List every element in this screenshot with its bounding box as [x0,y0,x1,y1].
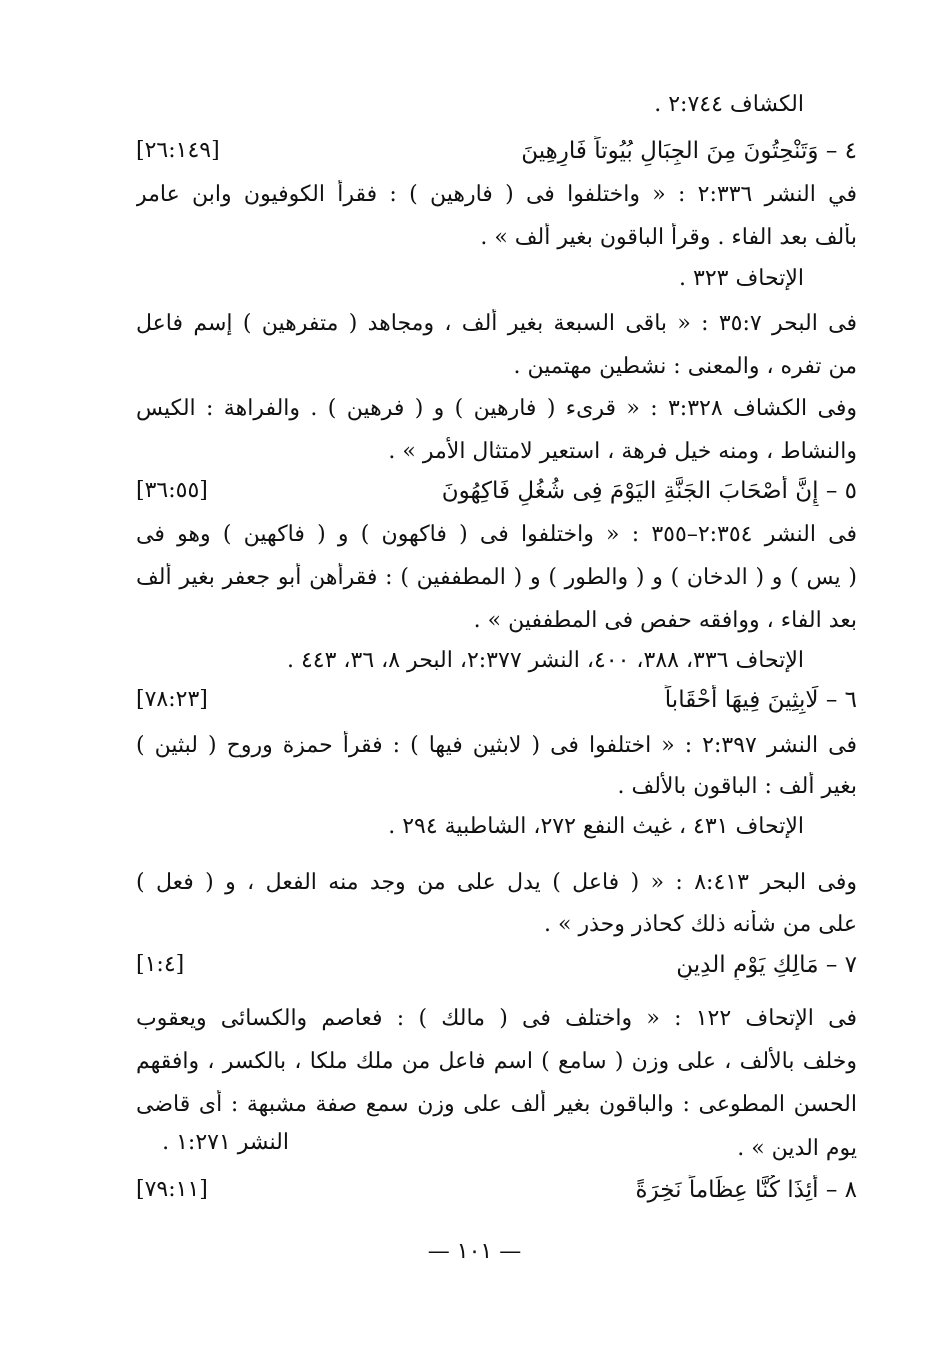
text-line: يوم الدين » . [737,1136,857,1161]
verse-ref-4: [٢٦:١٤٩] [136,138,220,163]
text-line-kashshaf-ref: الكشاف ٢:٧٤٤ . [654,92,804,117]
text-line: وفى الكشاف ٣:٣٢٨ : « قرىء ( فارهين ) و ( فرهين ) . والفراهة : الكيس [136,396,857,421]
verse-ref-8: [٧٩:١١] [136,1177,208,1202]
text-line: بعد الفاء ، ووافقه حفص فى المطففين » . [473,608,857,633]
verse-8: ٨ – أَئِذَا كُنَّا عِظَاماً نَخِرَةً [635,1177,857,1203]
text-line: بألف بعد الفاء . وقرأ الباقون بغير ألف » . [480,225,857,250]
page-number: — ١٠١ — [427,1239,522,1264]
text-line: والنشاط ، ومنه خيل فرهة ، استعير لامتثال الأمر » . [388,439,857,464]
verse-7: ٧ – مَالِكِ يَوْمِ الدِينِ [676,952,857,978]
text-line-nashr-ref: النشر ١:٢٧١ . [162,1130,289,1155]
text-line: على من شأنه ذلك كحاذر وحذر » . [544,912,857,937]
verse-ref-5: [٣٦:٥٥] [136,478,208,503]
verse-6: ٦ – لَابِثِينَ فِيهَا أَحْقَاباً [664,687,857,713]
text-line: ( يس ) و ( الدخان ) و ( والطور ) و ( المطففين ) : فقرأهن أبو جعفر بغير ألف [136,565,857,590]
verse-4: ٤ – وَتَنْحِتُونَ مِنَ الجِبَالِ بُيُوتاً فَارِهِينَ [521,138,857,164]
text-line: بغير ألف : الباقون بالألف . [617,774,857,799]
text-line: فى الإتحاف ١٢٢ : « واختلف فى ( مالك ) : فعاصم والكسائى ويعقوب [136,1006,857,1031]
text-line-ithaf-ref: الإتحاف ٤٣١ ، غيث النفع ٢٧٢، الشاطبية ٢٩٤ . [388,814,804,839]
text-line: الحسن المطوعى : والباقون بغير ألف على وزن سمع صفة مشبهة : أى قاضى [136,1092,857,1117]
verse-ref-6: [٧٨:٢٣] [136,687,208,712]
text-line: من تفره ، والمعنى : نشطين مهتمين . [513,354,857,379]
verse-ref-7: [١:٤] [136,952,185,977]
text-line-ithaf-ref: الإتحاف ٣٣٦، ٣٨٨، ٤٠٠، النشر ٢:٣٧٧، البحر ٨، ٣٦، ٤٤٣ . [286,648,804,673]
text-line-ithaf-ref: الإتحاف ٣٢٣ . [679,266,804,291]
text-line: في النشر ٢:٣٣٦ : « واختلفوا فى ( فارهين ) : فقرأ الكوفيون وابن عامر [136,182,857,207]
text-line: فى النشر ٢:٣٥٤–٣٥٥ : « واختلفوا فى ( فاكهون ) و ( فاكهين ) وهو فى [136,522,857,547]
text-line: وفى البحر ٨:٤١٣ : « ( فاعل ) يدل على من وجد منه الفعل ، و ( فعل ) [136,870,857,895]
verse-5: ٥ – إِنَّ أَصْحَابَ الجَنَّةِ اليَوْمَ فِى شُغُلٍ فَاكِهُونَ [441,478,857,504]
text-line: وخلف بالألف ، على وزن ( سامع ) اسم فاعل من ملك ملكا ، بالكسر ، وافقهم [136,1049,857,1074]
text-line: فى البحر ٣٥:٧ : « باقى السبعة بغير ألف ، ومجاهد ( متفرهين ) إسم فاعل [136,311,857,336]
text-line: فى النشر ٢:٣٩٧ : « اختلفوا فى ( لابثين فيها ) : فقرأ حمزة وروح ( لبثين ) [136,733,857,758]
